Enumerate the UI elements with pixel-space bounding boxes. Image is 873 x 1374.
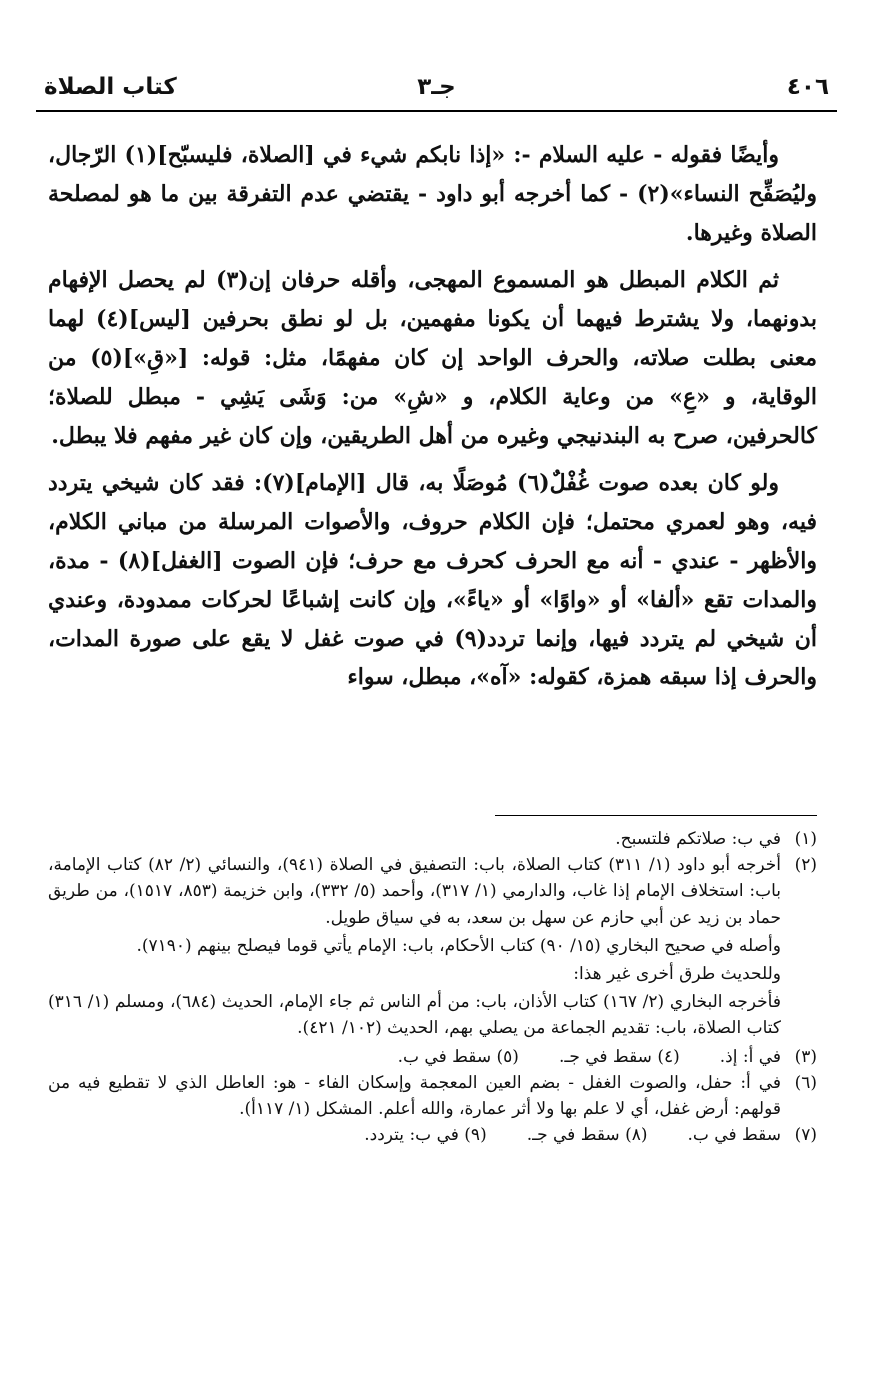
footnote-number: (٦) bbox=[794, 1072, 817, 1093]
footnote bbox=[48, 1070, 817, 1122]
footnote-text: (٩) في ب: يتردد. bbox=[364, 1125, 487, 1146]
footnote-text: (٤) سقط في جـ. bbox=[558, 1046, 680, 1067]
footnote-continuation: فأخرجه البخاري (٢/ ١٦٧) كتاب الأذان، باب: من أم الناس ثم جاء الإمام، الحديث (٦٨٤)، ومسلم (١/ ٣١٦) كتاب الصلاة، باب: تقديم الجماعة من يصلي بهم، الحديث (١٠٢/ ٤٢١). bbox=[48, 992, 781, 1039]
footnote-number: (٣) bbox=[794, 1046, 817, 1067]
footnote-continuation: وأصله في صحيح البخاري (١٥/ ٩٠) كتاب الأحكام، باب: الإمام يأتي قوما فيصلح بينهم (٧١٩٠). bbox=[136, 935, 781, 956]
footnote-text: أخرجه أبو داود (١/ ٣١١) كتاب الصلاة، باب: التصفيق في الصلاة (٩٤١)، والنسائي (٢/ ٨٢) كتاب الإمامة، باب: استخلاف الإمام إذا غاب، والدارمي (١/ ٣١٧)، وأحمد (٥/ ٣٣٢)، وابن خزيمة (٨٥٣، ١٥١٧)، من طريق حماد بن زيد عن أبي حازم عن سهل بن سعد، به في سياق طويل. bbox=[48, 855, 781, 928]
footnote-text: (٥) سقط في ب. bbox=[397, 1046, 519, 1067]
footnote-text: سقط في ب. bbox=[687, 1125, 781, 1146]
footnote bbox=[48, 826, 817, 852]
volume-label: جـ٣ bbox=[417, 74, 456, 100]
paragraph: وأيضًا فقوله - عليه السلام -: «إذا نابكم شيء في [الصلاة، فليسبّح](١) الرّجال، وليُصَفِّح النساء»(٢) - كما أخرجه أبو داود - يقتضي عدم التفرقة بين ما هو لمصلحة الصلاة وغيرها. bbox=[48, 142, 817, 246]
footnote-number: (٧) bbox=[794, 1125, 817, 1146]
footnote-text: في أ: حفل، والصوت الغفل - بضم العين المعجمة وإسكان الفاء - هو: العاطل الذي لا تقطيع فيه من قولهم: أرض غفل، أي لا علم بها ولا أثر عمارة، والله أعلم. المشكل (١/ ١١٧أ). bbox=[48, 1072, 781, 1120]
footnote-row bbox=[48, 1044, 817, 1070]
footnote-row bbox=[48, 1122, 817, 1148]
footnote-number: (٢) bbox=[794, 855, 817, 876]
footnote-continuation: وللحديث طرق أخرى غير هذا: bbox=[573, 964, 781, 985]
paragraph: ثم الكلام المبطل هو المسموع المهجى، وأقله حرفان إن(٣) لم يحصل الإفهام بدونهما، ولا يشترط فيهما أن يكونا مفهمين، بل لو نطق بحرفين [ليس](٤) لهما معنى بطلت صلاته، والحرف الواحد إن كان مفهمًا، مثل: قوله: [«قِ»](٥) من الوقاية، و «عِ» من وعاية الكلام، و «شِ» من: وَشَى يَشِي - مبطل للصلاة؛ كالحرفين، صرح به البندنيجي وغيره من أهل الطريقين، وإن كان غير مفهم فلا يبطل. bbox=[48, 267, 817, 449]
footnote-text: في أ: إذ. bbox=[719, 1046, 781, 1067]
footnote-text: في ب: صلاتكم فلتسبح. bbox=[615, 829, 781, 849]
running-header bbox=[36, 70, 837, 110]
main-text bbox=[48, 136, 817, 706]
header-rule bbox=[36, 110, 837, 112]
book-title: كتاب الصلاة bbox=[44, 74, 177, 100]
footnotes bbox=[48, 826, 817, 1148]
footnote-text: (٨) سقط في جـ. bbox=[526, 1125, 648, 1146]
footnote-separator bbox=[495, 815, 817, 816]
footnote-number: (١) bbox=[794, 829, 817, 849]
paragraph: ولو كان بعده صوت غُفْلٌ(٦) مُوصَلًا به، قال [الإمام](٧): فقد كان شيخي يتردد فيه، وهو لعمري محتمل؛ فإن الكلام حروف، والأصوات المرسلة من مباني الكلام، والأظهر - عندي - أنه مع الحرف كحرف مع حرف؛ فإن الصوت [الغفل](٨) - مدة، والمدات تقع «ألفا» أو «واوًا» أو «ياءً»، وإن كانت إشباعًا لحركات ممدودة، وعندي أن شيخي لم يتردد فيها، وإنما تردد(٩) في صوت غفل لا يقع على صورة المدات، والحرف إذا سبقه همزة، كقوله: «آه»، مبطل، سواء bbox=[48, 470, 817, 691]
page-number: ٤٠٦ bbox=[786, 74, 829, 100]
footnote bbox=[48, 852, 817, 931]
